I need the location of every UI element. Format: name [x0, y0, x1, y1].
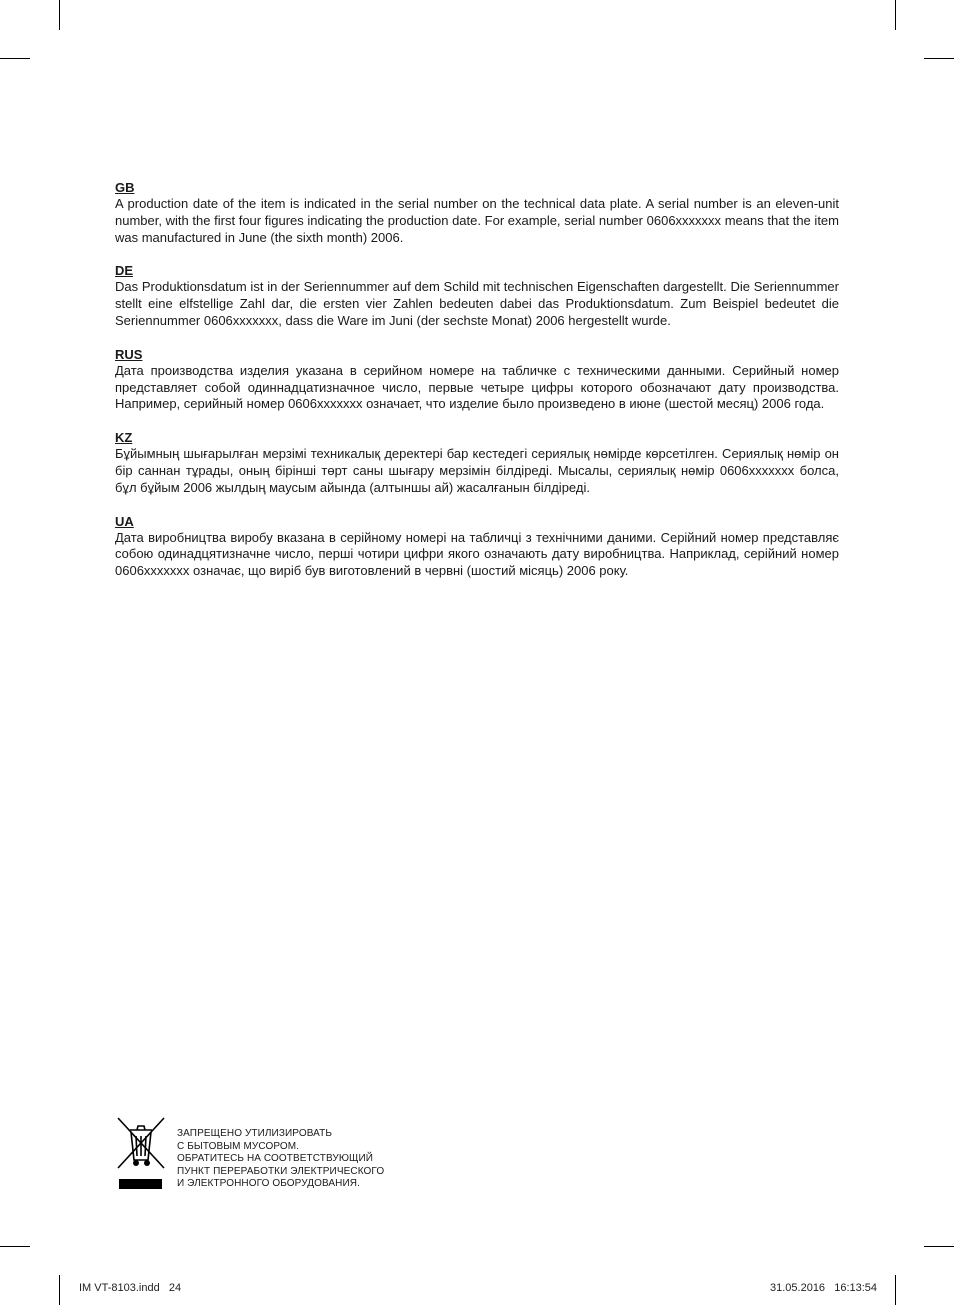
footer-timestamp: 31.05.2016 16:13:54 [770, 1282, 878, 1294]
disposal-text [177, 1128, 384, 1191]
crop-mark [59, 0, 60, 30]
disposal-line: ЗАПРЕЩЕНО УТИЛИЗИРОВАТЬ [177, 1128, 332, 1139]
section-heading: UA [115, 513, 134, 529]
section-heading: RUS [115, 346, 143, 362]
crop-mark [59, 1275, 60, 1305]
disposal-notice [114, 1116, 414, 1196]
crop-mark [0, 58, 30, 59]
section-text: Дата производства изделия указана в серийном номере на табличке с техническими данными. Серийный номер представляет собой одиннадцатизначное число, первые четыре цифры которого обозначают дату производства. Например, серийный номер 0606xxxxxxx означает, что изделие было произведено в июне (шестой месяц) 2006 года. [115, 362, 839, 412]
section-rus [115, 347, 839, 413]
disposal-line: И ЭЛЕКТРОННОГО ОБОРУДОВАНИЯ. [177, 1178, 360, 1189]
section-ua [115, 514, 839, 580]
section-de [115, 263, 839, 329]
crossed-out-wheelie-bin-icon [114, 1116, 168, 1172]
section-text: A production date of the item is indicated in the serial number on the technical data plate. A serial number is an eleven-unit number, with the first four figures indicating the production date. For example, serial number 0606xxxxxxx means that the item was manufactured in June (the sixth month) 2006. [115, 196, 839, 245]
crop-mark [924, 58, 954, 59]
production-date-info [115, 180, 839, 597]
section-text: Дата виробництва виробу вказана в серійному номері на табличці з технічними даними. Серійний номер представляє собою одинадцятизначне число, перші чотири цифри якого означають дату виробництва. Наприклад, серійний номер 0606xxxxxxx означає, що виріб був виготовлений в червні (шостий місяць) 2006 року. [115, 529, 839, 579]
section-heading: GB [115, 180, 135, 195]
section-text: Бұйымның шығарылған мерзімі техникалық деректері бар кестедегі сериялық нөмірде көрсетілген. Сериялық нөмір он бір саннан тұрады, оның бірінші төрт саны шығару мерзімін білдіреді. Мысалы, сериялық нөмір 0606xxxxxxx болса, бұл бұйым 2006 жылдың маусым айында (алтыншы ай) жасалғанын білдіреді. [115, 446, 839, 495]
disposal-line: ОБРАТИТЕСЬ НА СООТВЕТСТВУЮЩИЙ [177, 1153, 374, 1164]
section-text: Das Produktionsdatum ist in der Seriennummer auf dem Schild mit technischen Eigenschaften dargestellt. Die Seriennummer stellt eine elfstellige Zahl dar, die ersten vier Zahlen bedeuten dabei das Produktionsdatum. Zum Beispiel bedeutet die Seriennummer 0606xxxxxxx, dass die Ware im Juni (der sechste Monat) 2006 hergestellt wurde. [115, 279, 839, 328]
disposal-line: С БЫТОВЫМ МУСОРОМ. [177, 1140, 300, 1152]
crop-mark [0, 1246, 30, 1247]
section-heading: KZ [115, 430, 133, 446]
section-gb [115, 180, 839, 246]
section-kz [115, 430, 839, 496]
section-heading: DE [115, 263, 134, 279]
crop-mark [895, 0, 896, 30]
footer-file-name: IM VT-8103.indd 24 [79, 1282, 182, 1294]
disposal-line: ПУНКТ ПЕРЕРАБОТКИ ЭЛЕКТРИЧЕСКОГО [177, 1165, 385, 1177]
disposal-bar [119, 1179, 162, 1189]
crop-mark [895, 1275, 896, 1305]
crop-mark [924, 1246, 954, 1247]
